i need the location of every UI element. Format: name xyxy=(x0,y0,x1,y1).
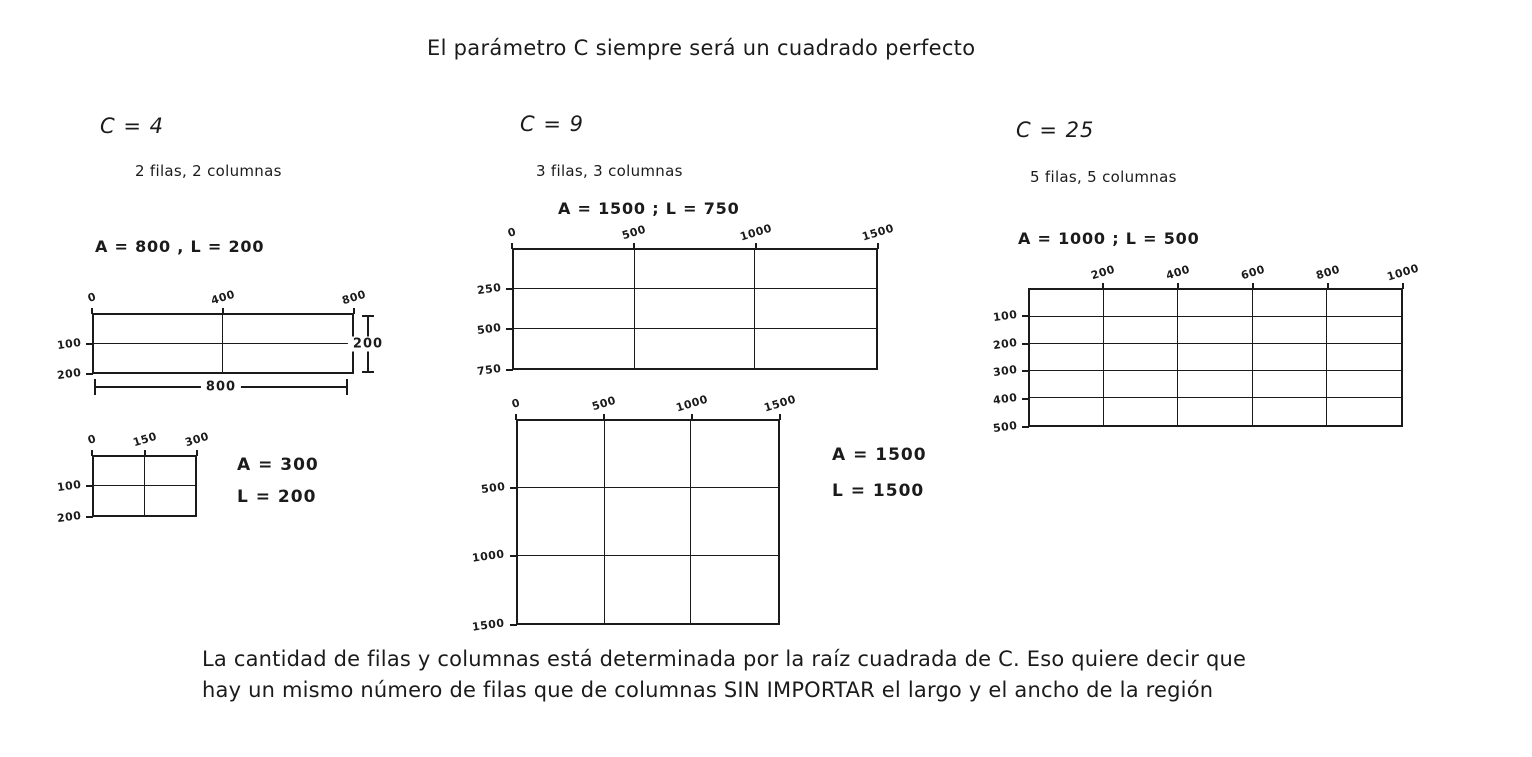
grid-cell xyxy=(635,329,756,368)
height-dimension-label: 200 xyxy=(348,337,388,352)
grid-cell xyxy=(1030,398,1104,425)
grid-cell xyxy=(94,486,145,515)
x-axis-ticks xyxy=(506,220,896,248)
x-tick-label: 1000 xyxy=(674,392,710,415)
length-label: L = 1500 xyxy=(832,481,925,501)
grid-cell xyxy=(1104,398,1178,425)
y-tick-label: 100 xyxy=(55,335,82,352)
grid-cell xyxy=(518,488,605,555)
grid-3x3 xyxy=(516,419,780,625)
grid-cell xyxy=(1030,317,1104,344)
grid-cell xyxy=(691,556,778,623)
area-label: A = 1500 xyxy=(832,445,927,465)
diagram-c9-1500x1500 xyxy=(471,392,927,634)
grid-cell xyxy=(1104,344,1178,371)
grid-cell xyxy=(755,329,876,368)
example1-dims-label: 2 filas, 2 columnas xyxy=(135,162,282,180)
grid-cell xyxy=(223,344,352,373)
grid-cell xyxy=(518,421,605,488)
y-axis-ticks xyxy=(464,248,512,379)
width-dimension-label: 800 xyxy=(201,380,241,395)
grid-cell xyxy=(1253,290,1327,317)
y-axis-ticks xyxy=(980,288,1028,436)
grid-cell xyxy=(1327,317,1401,344)
diagram-c4-300x200 xyxy=(55,429,319,526)
grid-cell xyxy=(1030,344,1104,371)
x-tick-label: 800 xyxy=(340,287,368,308)
grid-cell xyxy=(635,250,756,289)
grid-cell xyxy=(605,488,692,555)
grid-cell xyxy=(94,344,223,373)
example3-params-label: A = 1000 ; L = 500 xyxy=(1018,229,1200,248)
grid-cell xyxy=(1178,344,1252,371)
grid-cell xyxy=(635,289,756,328)
y-tick-label: 200 xyxy=(55,508,82,526)
grid-cell xyxy=(755,289,876,328)
y-axis-ticks xyxy=(468,419,516,634)
grid-cell xyxy=(1030,371,1104,398)
x-axis-ticks xyxy=(1028,260,1421,288)
y-tick-label: 1000 xyxy=(471,547,506,566)
grid-cell xyxy=(691,421,778,488)
diagram-c25-1000x500 xyxy=(991,261,1421,436)
length-label: L = 200 xyxy=(237,487,317,507)
grid-cell xyxy=(518,556,605,623)
grid-cell xyxy=(223,315,352,344)
footer-note xyxy=(202,644,1246,706)
y-tick-label: 500 xyxy=(475,321,502,338)
example2-params-label: A = 1500 ; L = 750 xyxy=(558,199,740,218)
y-tick-label: 500 xyxy=(479,479,506,496)
grid-cell xyxy=(1178,317,1252,344)
diagram-c4-800x200 xyxy=(55,287,384,395)
grid-cell xyxy=(1253,398,1327,425)
page-title: El parámetro C siempre será un cuadrado perfecto xyxy=(427,36,976,60)
grid-cell xyxy=(1030,290,1104,317)
grid-cell xyxy=(605,421,692,488)
y-axis-ticks xyxy=(44,455,92,526)
example2-c-label: C = 9 xyxy=(520,112,584,136)
grid-cell xyxy=(1104,290,1178,317)
x-axis-ticks xyxy=(86,427,211,455)
grid-cell xyxy=(1178,398,1252,425)
grid-2x2 xyxy=(92,313,354,374)
grid-cell xyxy=(145,457,196,486)
footer-line-2: hay un mismo número de filas que de columnas SIN IMPORTAR el largo y el ancho de la región xyxy=(202,678,1214,702)
example1-c-label: C = 4 xyxy=(100,114,164,138)
grid-cell xyxy=(1327,371,1401,398)
width-dimension-bracket xyxy=(95,379,347,395)
area-label: A = 300 xyxy=(237,455,319,475)
x-tick-label: 0 xyxy=(86,432,98,447)
x-tick-label: 0 xyxy=(86,290,98,305)
grid-cell xyxy=(1178,290,1252,317)
x-tick-label: 200 xyxy=(1089,262,1117,283)
example3-dims-label: 5 filas, 5 columnas xyxy=(1030,168,1177,186)
y-tick-label: 200 xyxy=(991,335,1018,352)
grid-3x3 xyxy=(512,248,878,370)
grid-cell xyxy=(1327,344,1401,371)
example2-dims-label: 3 filas, 3 columnas xyxy=(536,162,683,180)
footer-line-1: La cantidad de filas y columnas está determinada por la raíz cuadrada de C. Eso quiere decir que xyxy=(202,647,1247,671)
grid-cell xyxy=(145,486,196,515)
grid-cell xyxy=(1253,371,1327,398)
x-tick-label: 0 xyxy=(510,396,522,411)
x-axis-ticks xyxy=(86,285,368,313)
grid-cell xyxy=(1253,317,1327,344)
grid-cell xyxy=(605,556,692,623)
x-tick-label: 400 xyxy=(1164,262,1192,283)
x-tick-label: 1000 xyxy=(1385,261,1421,284)
grid-cell xyxy=(1327,398,1401,425)
x-tick-label: 800 xyxy=(1314,262,1342,283)
example1-params-label: A = 800 , L = 200 xyxy=(95,237,265,256)
grid-cell xyxy=(1327,290,1401,317)
grid-cell xyxy=(94,457,145,486)
y-tick-label: 250 xyxy=(475,280,502,297)
y-tick-label: 300 xyxy=(991,363,1018,380)
x-axis-ticks xyxy=(510,391,798,419)
grid-cell xyxy=(1104,371,1178,398)
y-tick-label: 400 xyxy=(991,391,1018,408)
grid-cell xyxy=(514,250,635,289)
grid-cell xyxy=(1104,317,1178,344)
grid-cell xyxy=(1178,371,1252,398)
x-tick-label: 150 xyxy=(130,429,159,450)
x-tick-label: 500 xyxy=(620,222,648,243)
y-tick-label: 1500 xyxy=(471,616,506,634)
grid-cell xyxy=(1253,344,1327,371)
x-tick-label: 500 xyxy=(590,393,618,414)
x-tick-label: 1500 xyxy=(762,392,798,415)
y-tick-label: 750 xyxy=(475,361,502,379)
x-tick-label: 400 xyxy=(209,287,237,308)
y-tick-label: 100 xyxy=(991,307,1018,324)
grid-2x2 xyxy=(92,455,197,517)
example3-c-label: C = 25 xyxy=(1016,118,1095,142)
grid-cell xyxy=(514,289,635,328)
x-tick-label: 1000 xyxy=(738,221,774,244)
diagram-c9-1500x750 xyxy=(475,221,896,379)
x-tick-label: 300 xyxy=(183,429,211,450)
grid-5x5 xyxy=(1028,288,1403,427)
grid-cell xyxy=(755,250,876,289)
y-tick-label: 200 xyxy=(55,365,82,383)
x-tick-label: 1500 xyxy=(860,221,896,244)
x-tick-label: 0 xyxy=(506,225,518,240)
height-dimension-bracket xyxy=(352,316,384,372)
y-tick-label: 500 xyxy=(991,418,1018,436)
y-tick-label: 100 xyxy=(55,477,82,495)
grid-cell xyxy=(94,315,223,344)
y-axis-ticks xyxy=(44,313,92,383)
x-tick-label: 600 xyxy=(1239,262,1267,283)
grid-cell xyxy=(691,488,778,555)
grid-cell xyxy=(514,329,635,368)
